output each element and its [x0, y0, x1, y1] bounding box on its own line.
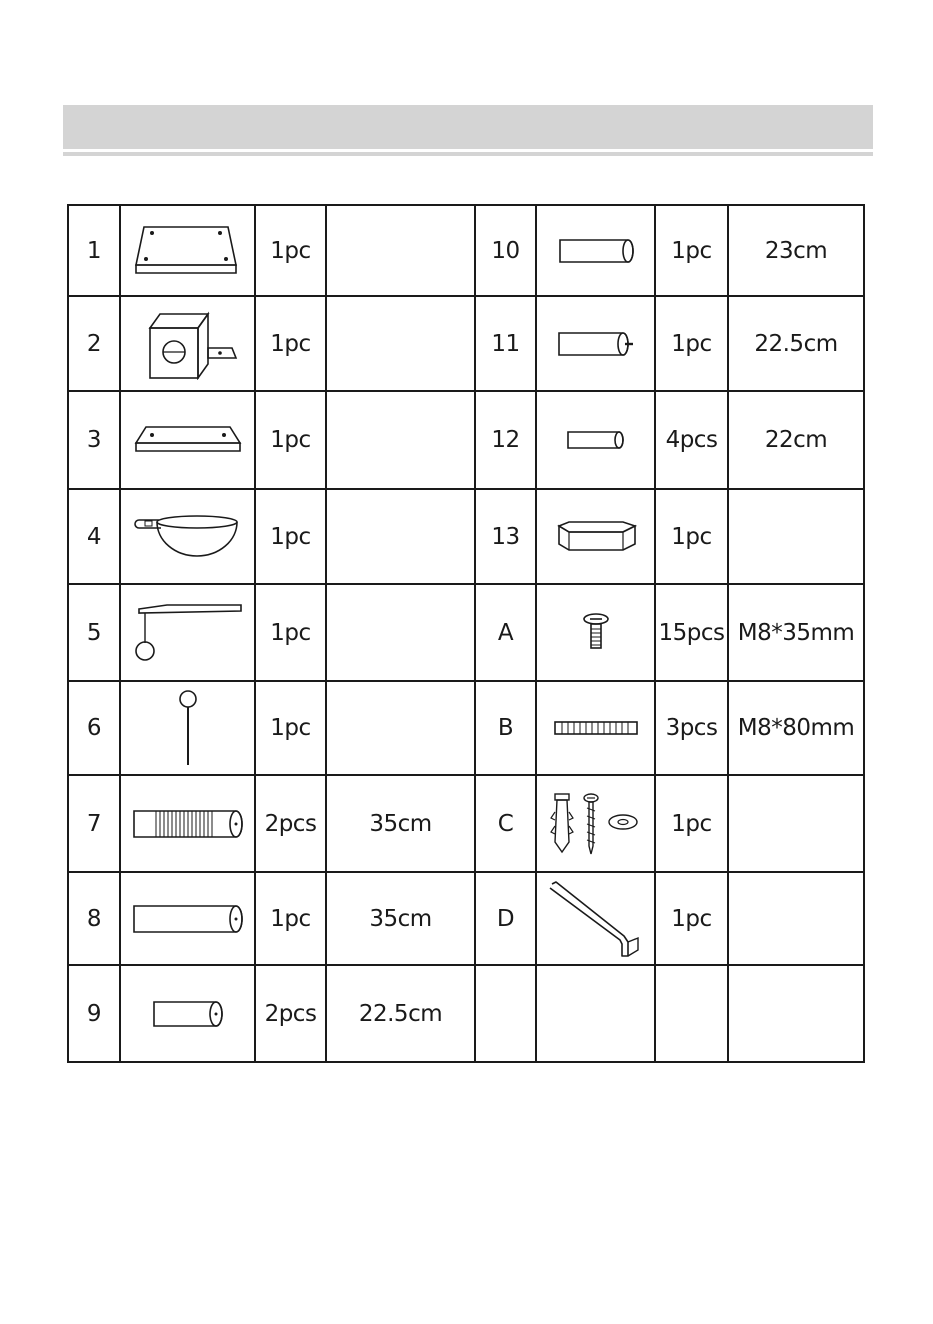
part-qty: 1pc — [255, 296, 326, 391]
part-id: 1 — [68, 205, 120, 296]
allen-key-icon — [548, 880, 644, 958]
part-qty: 1pc — [255, 681, 326, 775]
part-id: 8 — [68, 872, 120, 965]
part-size — [326, 681, 475, 775]
table-row — [68, 872, 864, 965]
part-id: 4 — [68, 489, 120, 584]
empty-cell — [536, 965, 655, 1062]
part-qty: 1pc — [255, 205, 326, 296]
section-header-bar — [63, 105, 873, 149]
screw-icon — [580, 613, 612, 653]
part-qty: 1pc — [655, 489, 728, 584]
table-row — [68, 489, 864, 584]
long-tube-icon — [130, 904, 246, 934]
part-qty: 1pc — [255, 584, 326, 681]
part-id: 5 — [68, 584, 120, 681]
part-id: 10 — [475, 205, 536, 296]
part-size — [728, 489, 864, 584]
part-qty: 1pc — [255, 872, 326, 965]
part-id — [475, 965, 536, 1062]
part-id: D — [475, 872, 536, 965]
part-qty: 1pc — [655, 205, 728, 296]
part-id: 11 — [475, 296, 536, 391]
part-size: M8*80mm — [728, 681, 864, 775]
part-size — [326, 391, 475, 489]
tube-23cm-icon — [556, 238, 636, 264]
part-size: M8*35mm — [728, 584, 864, 681]
tube-22-5cm-icon — [150, 1000, 226, 1028]
part-size — [326, 205, 475, 296]
part-qty: 1pc — [655, 872, 728, 965]
part-size — [326, 296, 475, 391]
part-qty: 3pcs — [655, 681, 728, 775]
part-id: 2 — [68, 296, 120, 391]
top-plate-ball-icon — [131, 603, 245, 663]
part-id: 13 — [475, 489, 536, 584]
threaded-rod-icon — [552, 719, 640, 737]
part-size — [728, 965, 864, 1062]
part-qty — [655, 965, 728, 1062]
board-panel-icon — [132, 225, 244, 277]
part-size: 22cm — [728, 391, 864, 489]
part-id: 3 — [68, 391, 120, 489]
part-qty: 1pc — [655, 775, 728, 872]
table-row — [68, 391, 864, 489]
table-row — [68, 775, 864, 872]
header-divider — [63, 152, 873, 156]
bowl-icon — [133, 514, 243, 560]
wall-anchor-kit-icon — [549, 792, 643, 856]
part-size: 35cm — [326, 775, 475, 872]
part-id: A — [475, 584, 536, 681]
table-row — [68, 205, 864, 296]
part-size — [728, 872, 864, 965]
part-size: 22.5cm — [326, 965, 475, 1062]
ball-toy-icon — [176, 689, 200, 767]
part-id: B — [475, 681, 536, 775]
part-id: 12 — [475, 391, 536, 489]
part-id: 9 — [68, 965, 120, 1062]
hexagon-base-icon — [549, 520, 643, 554]
table-row — [68, 965, 864, 1062]
part-qty: 1pc — [255, 489, 326, 584]
part-qty: 4pcs — [655, 391, 728, 489]
part-qty: 2pcs — [255, 775, 326, 872]
table-row — [68, 584, 864, 681]
part-qty: 1pc — [255, 391, 326, 489]
table-row — [68, 681, 864, 775]
part-size — [728, 775, 864, 872]
part-qty: 15pcs — [655, 584, 728, 681]
part-qty: 1pc — [655, 296, 728, 391]
part-id: C — [475, 775, 536, 872]
table-row — [68, 296, 864, 391]
part-id: 6 — [68, 681, 120, 775]
nest-box-icon — [138, 308, 238, 380]
part-size — [326, 489, 475, 584]
tube-with-pin-icon — [555, 331, 637, 357]
part-size: 22.5cm — [728, 296, 864, 391]
part-id: 7 — [68, 775, 120, 872]
sisal-post-icon — [130, 809, 246, 839]
part-size: 23cm — [728, 205, 864, 296]
part-size — [326, 584, 475, 681]
short-tube-icon — [565, 430, 627, 450]
platform-board-icon — [132, 423, 244, 457]
part-qty: 2pcs — [255, 965, 326, 1062]
part-size: 35cm — [326, 872, 475, 965]
parts-list-table — [67, 204, 865, 1063]
